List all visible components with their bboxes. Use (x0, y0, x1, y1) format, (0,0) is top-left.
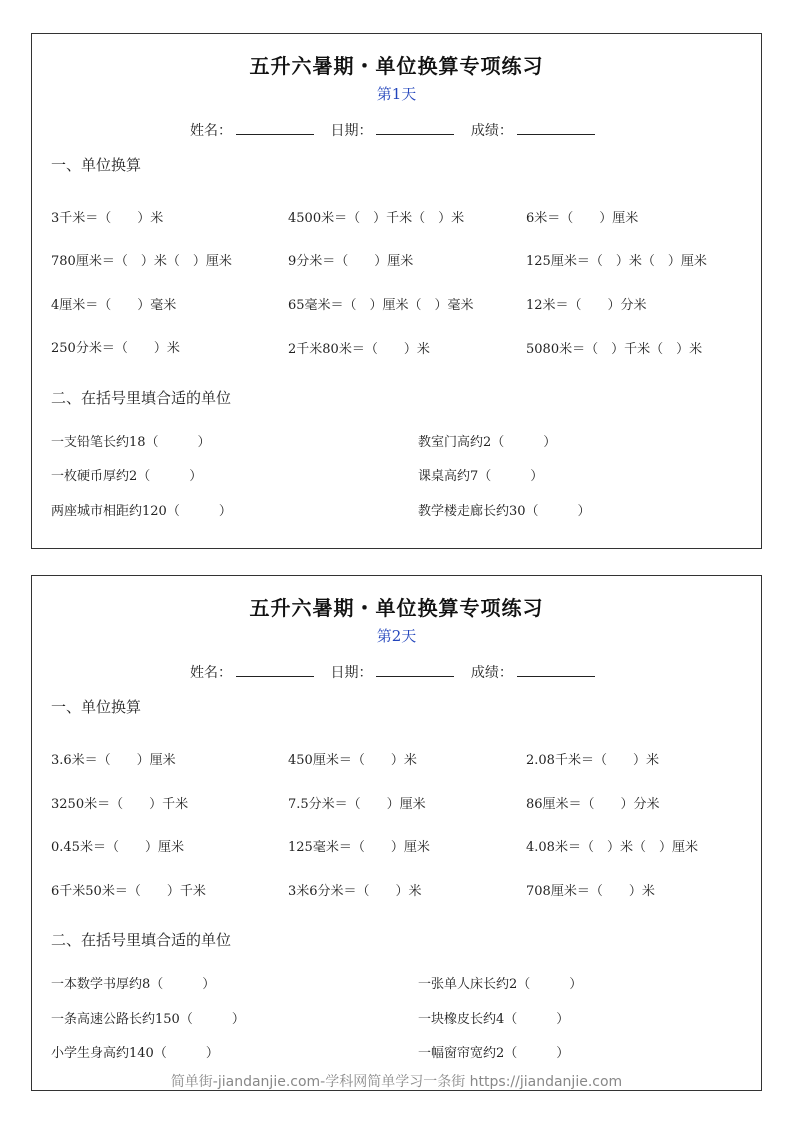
name-field[interactable] (236, 662, 314, 677)
fill-unit-question: 教室门高约2（ ） (418, 435, 557, 450)
conversion-question: 7.5分米＝（ ）厘米 (288, 797, 426, 812)
conversion-question: 708厘米＝（ ）米 (526, 884, 655, 899)
conversion-question: 4厘米＝（ ）毫米 (51, 298, 177, 313)
section-heading-fill-units: 二、在括号里填合适的单位 (51, 389, 232, 407)
worksheet-title: 五升六暑期・单位换算专项练习 (249, 54, 544, 78)
date-label: 日期： (330, 123, 373, 139)
score-label: 成绩： (470, 123, 513, 139)
conversion-question: 125毫米＝（ ）厘米 (288, 840, 430, 855)
conversion-question: 780厘米＝（ ）米（ ）厘米 (51, 254, 232, 269)
score-field[interactable] (517, 120, 595, 135)
fill-unit-question: 一张单人床长约2（ ） (418, 977, 583, 992)
score-label: 成绩： (470, 665, 513, 681)
date-field[interactable] (376, 120, 454, 135)
fill-unit-question: 课桌高约7（ ） (418, 469, 544, 484)
conversion-question: 3米6分米＝（ ）米 (288, 884, 422, 899)
worksheet-day-2 (31, 575, 762, 1091)
conversion-question: 250分米＝（ ）米 (51, 341, 180, 356)
conversion-question: 4.08米＝（ ）米（ ）厘米 (526, 840, 698, 855)
worksheet-day-1 (31, 33, 762, 549)
date-field[interactable] (376, 662, 454, 677)
name-field[interactable] (236, 120, 314, 135)
conversion-question: 3.6米＝（ ）厘米 (51, 753, 176, 768)
conversion-question: 2.08千米＝（ ）米 (526, 753, 659, 768)
date-label: 日期： (330, 665, 373, 681)
fill-unit-question: 一枚硬币厚约2（ ） (51, 469, 203, 484)
conversion-question: 65毫米＝（ ）厘米（ ）毫米 (288, 298, 474, 313)
section-heading-conversion: 一、单位换算 (51, 698, 142, 716)
score-field[interactable] (517, 662, 595, 677)
conversion-question: 3千米＝（ ）米 (51, 211, 164, 226)
conversion-question: 12米＝（ ）分米 (526, 298, 647, 313)
name-label: 姓名： (190, 123, 232, 139)
conversion-question: 9分米＝（ ）厘米 (288, 254, 414, 269)
conversion-question: 3250米＝（ ）千米 (51, 797, 189, 812)
conversion-question: 0.45米＝（ ）厘米 (51, 840, 184, 855)
fill-unit-question: 一本数学书厚约8（ ） (51, 977, 216, 992)
student-info-row (190, 662, 607, 682)
fill-unit-question: 一条高速公路长约150（ ） (51, 1012, 245, 1027)
fill-unit-question: 一幅窗帘宽约2（ ） (418, 1046, 570, 1061)
conversion-question: 6千米50米＝（ ）千米 (51, 884, 206, 899)
conversion-question: 5080米＝（ ）千米（ ）米 (526, 342, 703, 357)
section-heading-fill-units: 二、在括号里填合适的单位 (51, 931, 232, 949)
conversion-question: 6米＝（ ）厘米 (526, 211, 639, 226)
student-info-row (190, 120, 607, 140)
fill-unit-question: 一支铅笔长约18（ ） (51, 435, 211, 450)
conversion-question: 125厘米＝（ ）米（ ）厘米 (526, 254, 707, 269)
name-label: 姓名： (190, 665, 232, 681)
conversion-question: 2千米80米＝（ ）米 (288, 342, 430, 357)
fill-unit-question: 一块橡皮长约4（ ） (418, 1012, 570, 1027)
day-label: 第1天 (376, 85, 417, 103)
fill-unit-question: 两座城市相距约120（ ） (51, 504, 232, 519)
watermark-footer: 简单街-jiandanjie.com-学科网简单学习一条街 https://jiandanjie.com (170, 1074, 623, 1090)
day-label: 第2天 (376, 627, 417, 645)
worksheet-title: 五升六暑期・单位换算专项练习 (249, 596, 544, 620)
conversion-question: 86厘米＝（ ）分米 (526, 797, 660, 812)
section-heading-conversion: 一、单位换算 (51, 156, 142, 174)
conversion-question: 4500米＝（ ）千米（ ）米 (288, 211, 465, 226)
fill-unit-question: 小学生身高约140（ ） (51, 1046, 219, 1061)
fill-unit-question: 教学楼走廊长约30（ ） (418, 504, 591, 519)
conversion-question: 450厘米＝（ ）米 (288, 753, 417, 768)
